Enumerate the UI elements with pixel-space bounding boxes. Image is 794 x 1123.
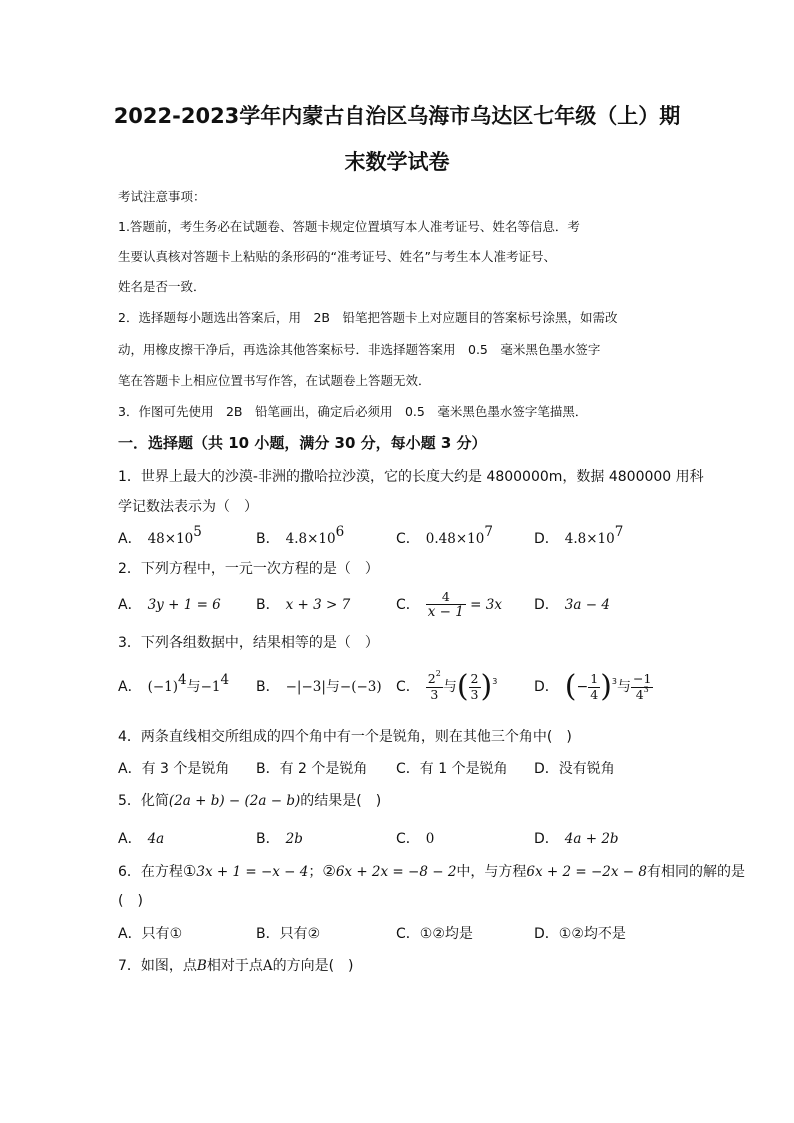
option-d: D．①②均不是: [534, 926, 626, 942]
question-1-text: 1．世界上最大的沙漠-非洲的撒哈拉沙漠，它的长度大约是 4800000m，数据 4800000 用科: [118, 469, 704, 485]
option-c: C． 0: [396, 831, 435, 847]
option-b: B． x + 3 > 7: [256, 597, 351, 613]
question-2-text: 2．下列方程中，一元一次方程的是（ ）: [118, 561, 379, 577]
option-a: A． 3y + 1 = 6: [118, 597, 221, 613]
option-c: C．有 1 个是锐角: [396, 761, 508, 777]
notice-line: 1.答题前，考生务必在试题卷、答题卡规定位置填写本人准考证号、姓名等信息．考: [118, 219, 580, 234]
question-6-text: 6．在方程①3x + 1 = −x − 4；②6x + 2x = −8 − 2中，与方程6x + 2 = −2x − 8有相同的解的是: [118, 862, 745, 880]
option-d: D．没有锐角: [534, 761, 615, 777]
question-4-text: 4．两条直线相交所组成的四个角中有一个是锐角，则在其他三个角中( ): [118, 729, 572, 745]
exam-title-line2: 末数学试卷: [344, 150, 450, 174]
option-b: B． $4.8\times 10^6$: [256, 524, 345, 547]
question-6-text-cont: ( ): [118, 893, 143, 909]
option-c: C． $0.48\times 10^7$: [396, 524, 493, 547]
question-6-options: [118, 919, 698, 949]
notice-line: 2．选择题每小题选出答案后，用 2B 铅笔把答题卡上对应题目的答案标号涂黑，如需改: [118, 310, 618, 325]
exam-title-line1: 2022-2023学年内蒙古自治区乌海市乌达区七年级（上）期: [113, 104, 681, 128]
option-d: D． 4a + 2b: [534, 831, 619, 847]
option-b: B． −|−3|与−(−3): [256, 679, 382, 695]
notice-line: 3．作图可先使用 2B 铅笔画出，确定后必须用 0.5 毫米黑色墨水签字笔描黑．: [118, 404, 588, 419]
section-heading: 一．选择题（共 10 小题，满分 30 分，每小题 3 分）: [118, 434, 487, 452]
option-c: C． $\frac{2^2}{3}$ 与( $\frac{2}{3}$ )$^3$: [396, 669, 498, 704]
notice-line: 姓名是否一致．: [118, 279, 206, 294]
question-7-text: 7．如图，点B相对于点A的方向是( ): [118, 958, 354, 974]
option-d: D． (− $\frac{1}{4}$ )$^3$与 $\frac{-1}{4^3}$: [534, 669, 652, 704]
option-b: B．只有②: [256, 926, 321, 942]
question-3-options: [118, 668, 698, 712]
option-a: A． 4a: [118, 831, 165, 847]
notice-line: 笔在答题卡上相应位置书写作答，在试题卷上答题无效．: [118, 373, 431, 388]
question-5-text: 5．化简(2a + b) − (2a − b)的结果是( ): [118, 793, 382, 809]
question-1-options: [118, 524, 698, 554]
option-c: C．①②均是: [396, 926, 473, 942]
option-a: A．只有①: [118, 926, 183, 942]
option-a: A． $48\times 10^5$: [118, 524, 202, 547]
question-3-text: 3．下列各组数据中，结果相等的是（ ）: [118, 635, 379, 651]
option-b: B． 2b: [256, 831, 303, 847]
option-a: A．有 3 个是锐角: [118, 761, 230, 777]
question-2-options: [118, 590, 698, 630]
option-d: D． $4.8\times 10^7$: [534, 524, 624, 547]
option-d: D． 3a − 4: [534, 597, 610, 613]
notice-line: 动，用橡皮擦干净后，再选涂其他答案标号．非选择题答案用 0.5 毫米黑色墨水签字: [118, 342, 601, 357]
option-c: C． $\frac{4}{x - 1}$ = 3x: [396, 588, 502, 620]
option-b: B．有 2 个是锐角: [256, 761, 368, 777]
question-4-options: [118, 754, 698, 784]
question-5-options: [118, 824, 698, 854]
question-1-text-cont: 学记数法表示为（ ）: [118, 499, 258, 515]
option-a: A． $(-1)^4$与$-1^4$: [118, 672, 230, 695]
notice-heading: 考试注意事项：: [118, 189, 206, 204]
notice-line: 生要认真核对答题卡上粘贴的条形码的“准考证号、姓名”与考生本人准考证号、: [118, 249, 556, 264]
